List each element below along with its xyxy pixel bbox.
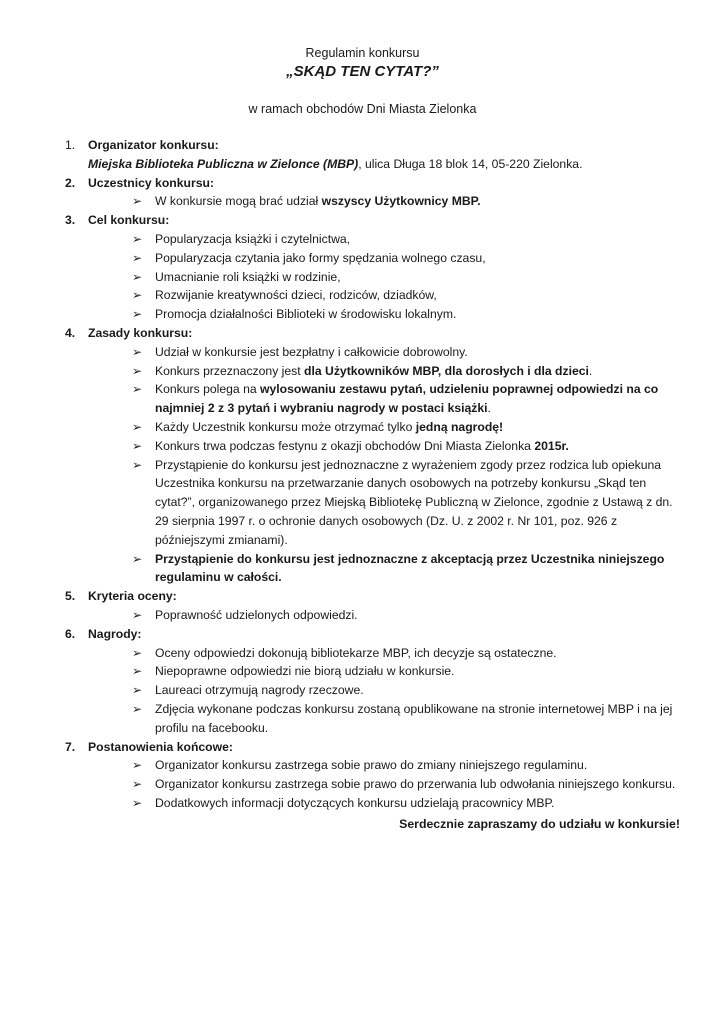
section-number: 7. <box>65 739 76 754</box>
section-number: 3. <box>65 213 76 228</box>
arrow-bullet-icon: ➢ <box>132 250 143 265</box>
document-subtitle: w ramach obchodów Dni Miasta Zielonka <box>248 102 477 116</box>
list-item: ➢ Zdjęcia wykonane podczas konkursu zostaną opublikowane na stronie internetowej MBP i na jej profilu na facebooku. <box>132 701 673 735</box>
section-goals <box>64 211 684 324</box>
list-item: ➢ Laureaci otrzymują nagrody rzeczowe. <box>132 681 684 700</box>
section-rules <box>64 324 684 587</box>
arrow-bullet-icon: ➢ <box>132 363 143 378</box>
organizer-name: Miejska Biblioteka Publiczna w Zielonce (MBP) <box>88 156 359 171</box>
section-heading: Organizator konkursu: <box>88 138 219 152</box>
list-item: ➢ Umacnianie roli książki w rodzinie, <box>132 268 684 287</box>
list-item: ➢ W konkursie mogą brać udział wszyscy Użytkownicy MBP. <box>132 192 684 211</box>
list-item: ➢ Udział w konkursie jest bezpłatny i całkowicie dobrowolny. <box>132 343 684 362</box>
closing-invitation: Serdecznie zapraszamy do udziału w konkursie! <box>399 817 680 831</box>
list-item: ➢ Poprawność udzielonych odpowiedzi. <box>132 606 684 625</box>
arrow-bullet-icon: ➢ <box>132 382 143 397</box>
arrow-bullet-icon: ➢ <box>132 777 143 792</box>
arrow-bullet-icon: ➢ <box>132 307 143 322</box>
list-item: ➢ Konkurs trwa podczas festynu z okazji obchodów Dni Miasta Zielonka 2015r. <box>132 437 684 456</box>
list-item: ➢ Każdy Uczestnik konkursu może otrzymać tylko jedną nagrodę! <box>132 418 684 437</box>
list-item: ➢ Konkurs polega na wylosowaniu zestawu pytań, udzieleniu poprawnej odpowiedzi na co najmniej 2 z 3 pytań i wybraniu nagrody w postaci książki. <box>132 382 659 416</box>
organizer-line <box>88 155 684 174</box>
organizer-address: , ulica Długa 18 blok 14, 05-220 Zielonka. <box>358 156 583 171</box>
list-item: ➢ Promocja działalności Biblioteki w środowisku lokalnym. <box>132 305 684 324</box>
arrow-bullet-icon: ➢ <box>132 231 143 246</box>
document-title: Regulamin konkursu <box>305 46 420 60</box>
section-heading: Postanowienia końcowe: <box>88 739 233 754</box>
list-item: ➢ Niepoprawne odpowiedzi nie biorą udziału w konkursie. <box>132 662 684 681</box>
section-number: 4. <box>65 325 76 340</box>
section-organizer <box>64 136 684 174</box>
arrow-bullet-icon: ➢ <box>132 683 143 698</box>
list-item: ➢ Organizator konkursu zastrzega sobie prawo do przerwania lub odwołania niniejszego konkursu. <box>132 775 684 794</box>
arrow-bullet-icon: ➢ <box>132 664 143 679</box>
section-number: 5. <box>65 589 76 604</box>
section-heading: Nagrody: <box>88 626 142 641</box>
contest-name: „SKĄD TEN CYTAT?” <box>286 63 439 80</box>
arrow-bullet-icon: ➢ <box>132 438 143 453</box>
section-heading: Cel konkursu: <box>88 213 170 228</box>
section-prizes <box>64 625 684 738</box>
arrow-bullet-icon: ➢ <box>132 288 143 303</box>
section-heading: Uczestnicy konkursu: <box>88 175 214 190</box>
section-participants <box>64 174 684 212</box>
arrow-bullet-icon: ➢ <box>132 551 143 566</box>
arrow-bullet-icon: ➢ <box>132 758 143 773</box>
section-number: 2. <box>65 175 76 190</box>
list-item: ➢ Rozwijanie kreatywności dzieci, rodziców, dziadków, <box>132 286 684 305</box>
arrow-bullet-icon: ➢ <box>132 419 143 434</box>
arrow-bullet-icon: ➢ <box>132 701 143 716</box>
section-final-provisions <box>64 738 684 813</box>
section-heading: Zasady konkursu: <box>88 325 193 340</box>
list-item: ➢ Popularyzacja książki i czytelnictwa, <box>132 230 684 249</box>
arrow-bullet-icon: ➢ <box>132 269 143 284</box>
arrow-bullet-icon: ➢ <box>132 795 143 810</box>
list-item: ➢ Organizator konkursu zastrzega sobie prawo do zmiany niniejszego regulaminu. <box>132 756 684 775</box>
list-item: ➢ Oceny odpowiedzi dokonują bibliotekarze MBP, ich decyzje są ostateczne. <box>132 644 684 663</box>
section-number: 1. <box>65 138 76 152</box>
list-item: ➢ Konkurs przeznaczony jest dla Użytkowników MBP, dla dorosłych i dla dzieci. <box>132 362 684 381</box>
arrow-bullet-icon: ➢ <box>132 607 143 622</box>
list-item: ➢ Przystąpienie do konkursu jest jednoznaczne z wyrażeniem zgody przez rodzica lub opiekuna Uczestnika konkursu na przetwarzanie danych osobowych na potrzeby konkursu „Skąd ten cytat?”, organizowanego przez Miejską Bibliotekę Publiczną w Zielonce, zgodnie z Ustawą z dn. 29 sierpnia 1997 r. o ochronie danych osobowych (Dz. U. z 2002 r. Nr 101, poz. 926 z późniejszymi zmianami). <box>132 457 673 547</box>
list-item: ➢ Przystąpienie do konkursu jest jednoznaczne z akceptacją przez Uczestnika niniejszego regulaminu w całości. <box>132 551 665 585</box>
arrow-bullet-icon: ➢ <box>132 344 143 359</box>
section-heading: Kryteria oceny: <box>88 589 177 604</box>
arrow-bullet-icon: ➢ <box>132 194 143 209</box>
section-number: 6. <box>65 626 76 641</box>
section-criteria <box>64 587 684 625</box>
arrow-bullet-icon: ➢ <box>132 457 143 472</box>
arrow-bullet-icon: ➢ <box>132 645 143 660</box>
list-item: ➢ Dodatkowych informacji dotyczących konkursu udzielają pracownicy MBP. <box>132 794 684 813</box>
regulations-body <box>64 136 684 813</box>
list-item: ➢ Popularyzacja czytania jako formy spędzania wolnego czasu, <box>132 249 684 268</box>
